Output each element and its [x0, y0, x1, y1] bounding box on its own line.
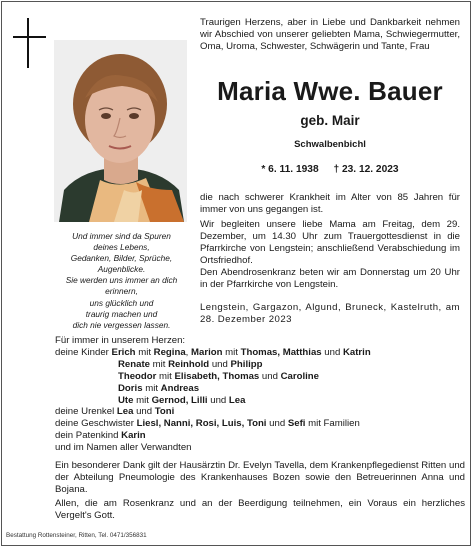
quote-line: Und immer sind da Spuren — [72, 231, 171, 241]
family-heading: Für immer in unserem Herzen: — [55, 335, 186, 346]
connector: und — [321, 346, 343, 358]
life-dates — [200, 164, 460, 176]
children-row — [55, 371, 465, 383]
quote-line: dich nie vergessen lassen. — [72, 319, 171, 330]
portrait-photo — [54, 40, 187, 222]
row-prefix: deine Urenkel — [55, 406, 117, 418]
child-name: Renate — [118, 358, 150, 370]
connector: und — [207, 394, 229, 406]
intro-text: Traurigen Herzens, aber in Liebe und Dankbarkeit nehmen wir Abschied von unserer geliebten Mama, Schwiegermutter, Oma, Uroma, Schwester, Schwägerin und Tante, Frau — [200, 17, 460, 52]
quote-line: traurig machen und — [85, 308, 158, 319]
child-name: Marion — [191, 346, 223, 358]
relative-names: Toni — [154, 406, 175, 418]
relative-names: Karin — [121, 430, 146, 442]
quote-line: Gedanken, Bilder, Sprüche, — [70, 253, 173, 264]
spouse-name: Regina — [153, 346, 186, 358]
places-and-date: Lengstein, Gargazon, Algund, Bruneck, Kastelruth, am 28. Dezember 2023 — [200, 302, 460, 325]
family-list — [55, 335, 465, 454]
maiden-name: geb. Mair — [300, 113, 360, 128]
relative-names: Reinhold — [168, 358, 210, 370]
great-grandchildren-row — [55, 406, 465, 418]
relative-names: Philipp — [230, 358, 263, 370]
relative-names: Sefi — [287, 418, 306, 430]
memorial-quote — [53, 231, 190, 331]
relative-names: Gernod, Lilli — [151, 394, 208, 406]
rosary-info: Den Abendrosenkranz beten wir am Donnerstag um 20 Uhr in der Pfarrkirche von Lengstein. — [200, 267, 460, 290]
children-row — [55, 395, 465, 407]
quote-line: uns glücklich und — [89, 297, 154, 308]
quote-line: deines Lebens, — [93, 242, 150, 253]
child-name: Ute — [118, 394, 134, 406]
connector: mit — [156, 370, 175, 382]
children-row — [55, 359, 465, 371]
death-date: † 23. 12. 2023 — [333, 164, 399, 175]
death-notice-text: die nach schwerer Krankheit im Alter von 85 Jahren für immer von uns gegangen ist. — [200, 192, 460, 215]
row-prefix: dein Patenkind — [55, 430, 122, 442]
children-prefix: deine Kinder — [55, 346, 109, 358]
row-prefix: deine Geschwister — [55, 418, 137, 430]
connector: mit — [222, 346, 241, 358]
connector: mit — [133, 394, 152, 406]
quote-line: Sie werden uns immer an dich — [65, 275, 178, 286]
relative-names: Caroline — [280, 370, 319, 382]
home-place: Schwalbenbichl — [294, 139, 366, 150]
child-name: Erich — [111, 346, 136, 358]
relative-names: Lea — [228, 394, 246, 406]
children-row — [55, 347, 465, 359]
connector: und — [259, 370, 281, 382]
connector: mit — [135, 346, 154, 358]
relative-names: Lea — [116, 406, 134, 418]
connector: mit — [142, 382, 161, 394]
relatives-row: und im Namen aller Verwandten — [55, 442, 192, 454]
connector: und — [133, 406, 155, 418]
connector: und — [266, 418, 288, 430]
closing-text: Allen, die am Rosenkranz und an der Beerdigung teilnehmen, ein Voraus ein herzliches Vergelt's Gott. — [55, 498, 465, 521]
quote-line: Augenblicke. — [97, 264, 146, 275]
child-name: Doris — [118, 382, 143, 394]
thanks-text: Ein besonderer Dank gilt der Hausärztin Dr. Evelyn Tavella, dem Krankenpflegedienst Ritten und der Abteilung Pneumologie des Krankenhauses Bozen sowie den Betreuerinnen Anna und Bojana. — [55, 460, 465, 495]
deceased-name: Maria Wwe. Bauer — [217, 76, 443, 106]
children-row — [55, 383, 465, 395]
godchild-row — [55, 430, 465, 442]
relative-names: Thomas, Matthias — [240, 346, 322, 358]
relative-names: Katrin — [342, 346, 371, 358]
siblings-row — [55, 418, 465, 430]
connector: mit Familien — [305, 418, 360, 430]
quote-line: erinnern, — [105, 286, 138, 297]
child-name: Theodor — [118, 370, 157, 382]
connector: und — [209, 358, 231, 370]
relative-names: Elisabeth, Thomas — [174, 370, 260, 382]
funeral-home-footer: Bestattung Rottensteiner, Ritten, Tel. 0471/356831 — [6, 532, 147, 539]
birth-date: * 6. 11. 1938 — [261, 164, 319, 175]
funeral-info: Wir begleiten unsere liebe Mama am Freitag, dem 29. Dezember, um 14.30 Uhr zum Trauergottesdienst in die Pfarrkirche von Lengstein; anschließend Verabschiedung im Ortsfriedhof. — [200, 219, 460, 266]
relative-names: Andreas — [160, 382, 200, 394]
connector: , — [185, 346, 192, 358]
relative-names: Liesl, Nanni, Rosi, Luis, Toni — [136, 418, 267, 430]
connector: mit — [150, 358, 169, 370]
